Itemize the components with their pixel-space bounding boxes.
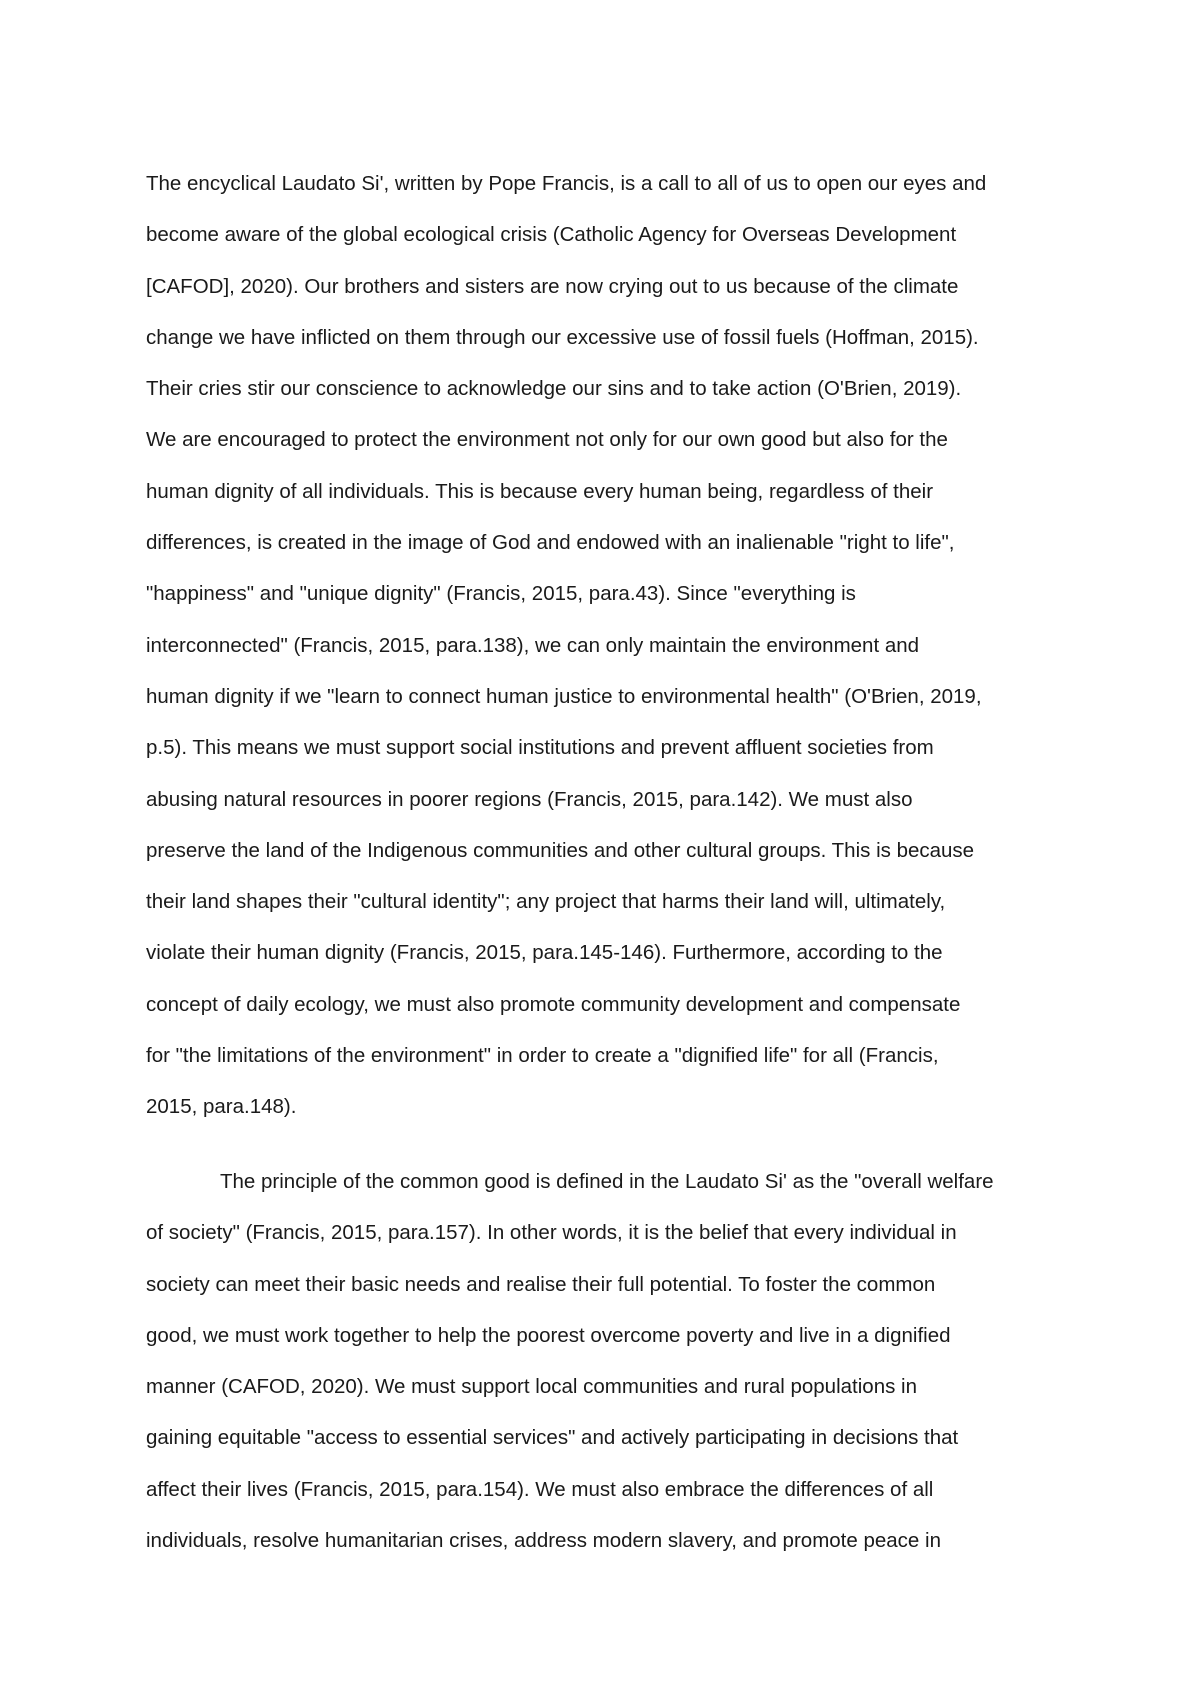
text-line: human dignity of all individuals. This is because every human being, regardless of their <box>146 479 934 503</box>
paragraph <box>146 1156 1071 1566</box>
text-line: "happiness" and "unique dignity" (Francis, 2015, para.43). Since "everything is <box>146 582 856 606</box>
text-line: gaining equitable "access to essential services" and actively participating in decisions that <box>146 1426 959 1450</box>
text-line: individuals, resolve humanitarian crises, address modern slavery, and promote peace in <box>146 1529 941 1553</box>
text-line: violate their human dignity (Francis, 2015, para.145-146). Furthermore, according to the <box>146 941 943 965</box>
text-line: preserve the land of the Indigenous communities and other cultural groups. This is because <box>146 838 975 862</box>
text-line: of society" (Francis, 2015, para.157). In other words, it is the belief that every individual in <box>146 1221 957 1245</box>
text-line: We are encouraged to protect the environment not only for our own good but also for the <box>146 428 948 452</box>
text-line: change we have inflicted on them through our excessive use of fossil fuels (Hoffman, 2015). <box>146 325 979 349</box>
text-line: The encyclical Laudato Si', written by Pope Francis, is a call to all of us to open our eyes and <box>146 172 987 195</box>
text-line: p.5). This means we must support social institutions and prevent affluent societies from <box>146 736 934 760</box>
text-line: society can meet their basic needs and realise their full potential. To foster the common <box>146 1272 936 1296</box>
text-line: good, we must work together to help the poorest overcome poverty and live in a dignified <box>146 1323 951 1347</box>
text-line: for "the limitations of the environment" in order to create a "dignified life" for all (Francis, <box>146 1044 939 1068</box>
text-line: differences, is created in the image of God and endowed with an inalienable "right to life", <box>146 531 955 555</box>
text-line: concept of daily ecology, we must also promote community development and compensate <box>146 992 961 1016</box>
text-line: manner (CAFOD, 2020). We must support local communities and rural populations in <box>146 1375 917 1399</box>
text-line: Their cries stir our conscience to acknowledge our sins and to take action (O'Brien, 2019). <box>146 377 962 401</box>
text-line: become aware of the global ecological crisis (Catholic Agency for Overseas Development <box>146 223 957 247</box>
paragraph <box>146 158 1071 1133</box>
text-line: interconnected" (Francis, 2015, para.138), we can only maintain the environment and <box>146 633 920 657</box>
text-line: human dignity if we "learn to connect human justice to environmental health" (O'Brien, 2019, <box>146 684 982 708</box>
text-line: their land shapes their "cultural identity"; any project that harms their land will, ultimately, <box>146 890 946 914</box>
text-line: The principle of the common good is defined in the Laudato Si' as the "overall welfare <box>220 1170 994 1193</box>
text-line: [CAFOD], 2020). Our brothers and sisters are now crying out to us because of the climate <box>146 274 959 298</box>
text-line: 2015, para.148). <box>146 1095 297 1119</box>
text-line: abusing natural resources in poorer regions (Francis, 2015, para.142). We must also <box>146 787 913 811</box>
text-line: affect their lives (Francis, 2015, para.154). We must also embrace the differences of all <box>146 1477 934 1501</box>
